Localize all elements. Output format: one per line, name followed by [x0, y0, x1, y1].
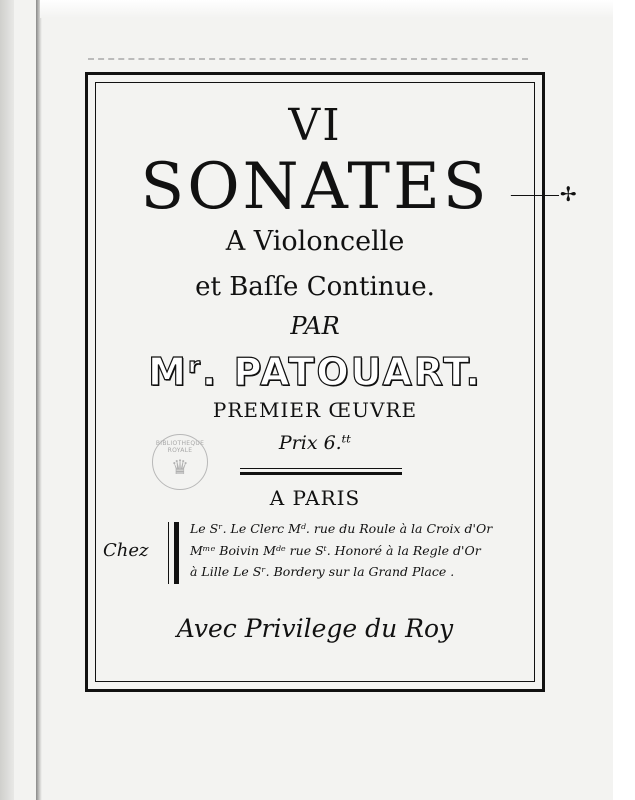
page-right-edge [613, 0, 635, 800]
continuo-line: et Baſſe Continue. [195, 272, 435, 302]
double-rule [240, 468, 402, 475]
address-line: Mᵐᵉ Boivin Mᵈᵉ rue Sᵗ. Honoré à la Regle d'Or [190, 543, 481, 558]
library-stamp [152, 434, 208, 490]
bracket-line-thin [168, 522, 169, 584]
stamp-text: BIBLIOTHEQUE ROYALE [155, 440, 205, 454]
bracket-line [174, 522, 179, 584]
instrument-line: A Violoncelle [225, 226, 405, 257]
volume-numeral: VI [288, 100, 342, 151]
by-label: PAR [290, 312, 340, 340]
gutter-shadow [36, 0, 42, 800]
crown-icon: ♛ [171, 455, 189, 479]
chez-label: Chez [103, 540, 149, 561]
city-label: A PARIS [269, 486, 361, 510]
page-top-edge [40, 0, 613, 18]
price-label: Prix 6.ᵗᵗ [278, 432, 352, 454]
address-line: Le Sʳ. Le Clerc Mᵈ. rue du Roule à la Croix d'Or [190, 521, 493, 536]
privilege-line: Avec Privilege du Roy [176, 614, 454, 643]
page-title: SONATES [140, 150, 490, 224]
flourish-icon: ⸻✢ [510, 182, 577, 206]
address-line: à Lille Le Sʳ. Bordery sur la Grand Place . [190, 564, 455, 579]
author-name: Mʳ. PATOUART. [148, 350, 482, 394]
book-spine [0, 0, 14, 800]
decorative-dashes [88, 58, 528, 62]
opus-label: PREMIER ŒUVRE [212, 398, 418, 422]
